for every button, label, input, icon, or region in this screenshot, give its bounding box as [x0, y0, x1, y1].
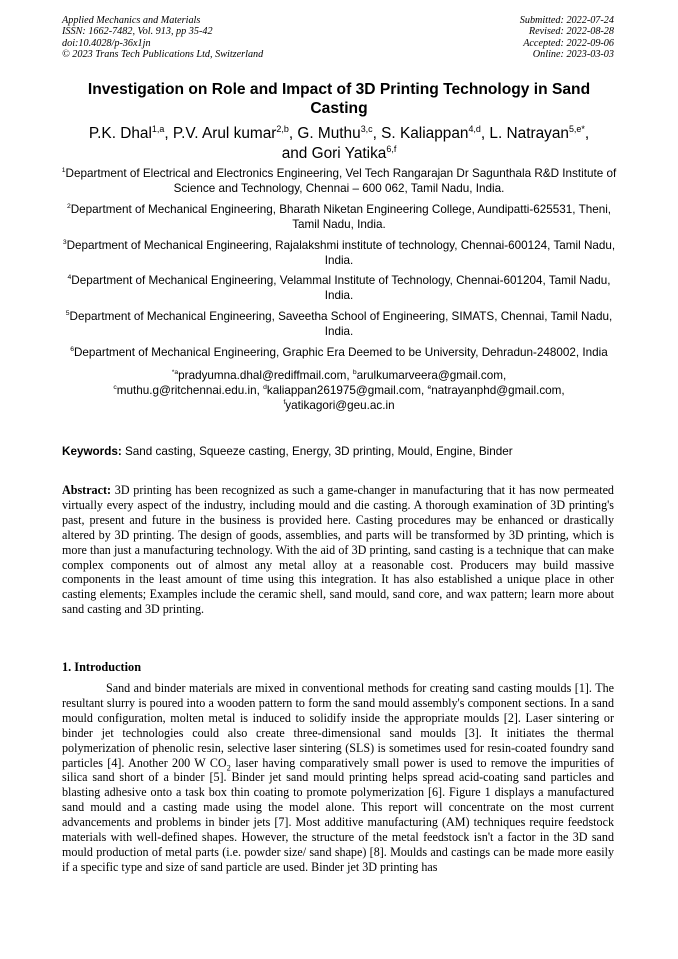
- submitted-date: Submitted: 2022-07-24: [519, 15, 614, 26]
- keywords-text: Sand casting, Squeeze casting, Energy, 3D printing, Mould, Engine, Binder: [125, 445, 513, 458]
- abstract-text: 3D printing has been recognized as such a game-changer in manufacturing that it has now permeated virtually every aspect of the industry, including mould and die casting. A thorough examination of 3D printing's past, present and future in the business is provided here. Casting procedures may be enhanced or drastically altered by 3D printing. The design of goods, assemblies, and parts will be transformed by 3D printing, which is more than just a manufacturing technology. With the aid of 3D printing, sand casting is a technique that can make complex components out of almost any metal alloy at a reasonable cost. Producers may build massive components in the least amount of time using this integration. It has also established a unique place in other casting elements; Examples include the ceramic shell, sand mould, sand core, and wax pattern; learn more about sand casting and 3D printing.: [62, 483, 614, 617]
- journal-name: Applied Mechanics and Materials: [62, 15, 201, 26]
- dates-header: [520, 15, 614, 61]
- affiliations: [60, 167, 618, 414]
- email-link[interactable]: natrayanphd@gmail.com: [431, 383, 562, 397]
- journal-header: [62, 15, 263, 61]
- email-link[interactable]: yatikagori@geu.ac.in: [285, 398, 395, 412]
- author-and: and: [281, 145, 308, 162]
- accepted-date: Accepted: 2022-09-06: [523, 37, 614, 49]
- affiliation: $^1$Department of Electrical and Electronics Engineering, Vel Tech Rangarajan Dr Sagunthala R&D Institute of Science and Technology, Chennai – 600 062, Tamil Nadu, India.: [61, 167, 617, 195]
- keywords: [62, 444, 618, 459]
- author-list: [54, 124, 624, 164]
- journal-issn: ISSN: 1662-7482, Vol. 913, pp 35-42: [62, 26, 213, 38]
- email-list: $^{*a}$pradyumna.dhal@rediffmail.com, $^b$arulkumarveera@gmail.com, $^c$muthu.g@ritchennai.edu.in, $^d$kaliappan261975@gmail.com, $^e$natrayanphd@gmail.com, $^f$yatikagori@geu.ac.in: [113, 368, 565, 412]
- abstract-label: Abstract:: [62, 483, 112, 497]
- email-link[interactable]: muthu.g@ritchennai.edu.in: [116, 383, 257, 397]
- online-date: Online: 2023-03-03: [532, 49, 614, 61]
- affiliation: $^5$Department of Mechanical Engineering, Saveetha School of Engineering, SIMATS, Chennai, Tamil Nadu, India.: [65, 310, 613, 339]
- author: Gori Yatika$^{6,f}$: [311, 143, 397, 162]
- author: L. Natrayan$^{5,e*}$,: [489, 123, 590, 142]
- paper-title: Investigation on Role and Impact of 3D Printing Technology in Sand Casting: [87, 81, 591, 117]
- affiliation: $^3$Department of Mechanical Engineering, Rajalakshmi institute of technology, Chennai-600124, Tamil Nadu, India.: [62, 238, 616, 267]
- revised-date: Revised: 2022-08-28: [528, 26, 614, 38]
- email-link[interactable]: pradyumna.dhal@rediffmail.com: [178, 368, 347, 382]
- author: S. Kaliappan$^{4,d}$,: [381, 123, 486, 142]
- affiliation: $^4$Department of Mechanical Engineering, Velammal Institute of Technology, Chennai-601204, Tamil Nadu, India.: [67, 274, 611, 303]
- abstract: [62, 483, 614, 617]
- author: P.K. Dhal$^{1,a}$,: [88, 123, 169, 142]
- email-link[interactable]: kaliappan261975@gmail.com: [266, 383, 422, 397]
- section-heading: 1. Introduction: [62, 660, 142, 674]
- author: P.V. Arul kumar$^{2,b}$,: [172, 123, 294, 142]
- affiliation: $^6$Department of Mechanical Engineering, Graphic Era Deemed to be University, Dehradun-248002, India: [70, 346, 608, 360]
- email-link[interactable]: arulkumarveera@gmail.com: [356, 368, 503, 382]
- keywords-label: Keywords:: [62, 445, 122, 458]
- affiliation: $^2$Department of Mechanical Engineering, Bharath Niketan Engineering College, Aundipatti-625531, Theni, Tamil Nadu, India.: [66, 202, 612, 231]
- journal-doi[interactable]: doi:10.4028/p-36x1jn: [62, 37, 151, 49]
- journal-copyright: © 2023 Trans Tech Publications Ltd, Switzerland: [62, 49, 264, 61]
- author: G. Muthu$^{3,c}$,: [297, 123, 377, 142]
- intro-paragraph: Sand and binder materials are mixed in conventional methods for creating sand casting moulds [1]. The resultant slurry is poured into a wooden pattern to form the sand mould assembly's component sections. In a sand mould configuration, molten metal is induced to solidify inside the appropriate moulds [2]. Laser sintering or binder jet technologies could also create three-dimensional sand moulds [3]. It initiates the thermal polymerization of phenolic resin, selective laser sintering (SLS) is sometimes used for resin-coated foundry sand particles [4]. Another 200 W $CO_2$ laser having comparatively small power is used to remove the impurities of silica sand short of a binder [5]. Binder jet sand mould printing helps spread acid-coating sand particles and blasting adhesive onto a task box thin coating to promote polymerization [6]. Figure 1 displays a manufactured sand mould and a casting made using the model alone. This report will concentrate on the most current advancements and problems in binder jets [7]. Most additive manufacturing (AM) techniques require feedstock materials with well-defined shapes. However, the structure of the metal feedstock isn't a factor in the 3D sand mould production of metal parts (i.e. powder size/ sand shape) [8]. Moulds and castings can be made more easily if a specific type and size of sand particle are used. Binder jet 3D printing has: [62, 681, 614, 874]
